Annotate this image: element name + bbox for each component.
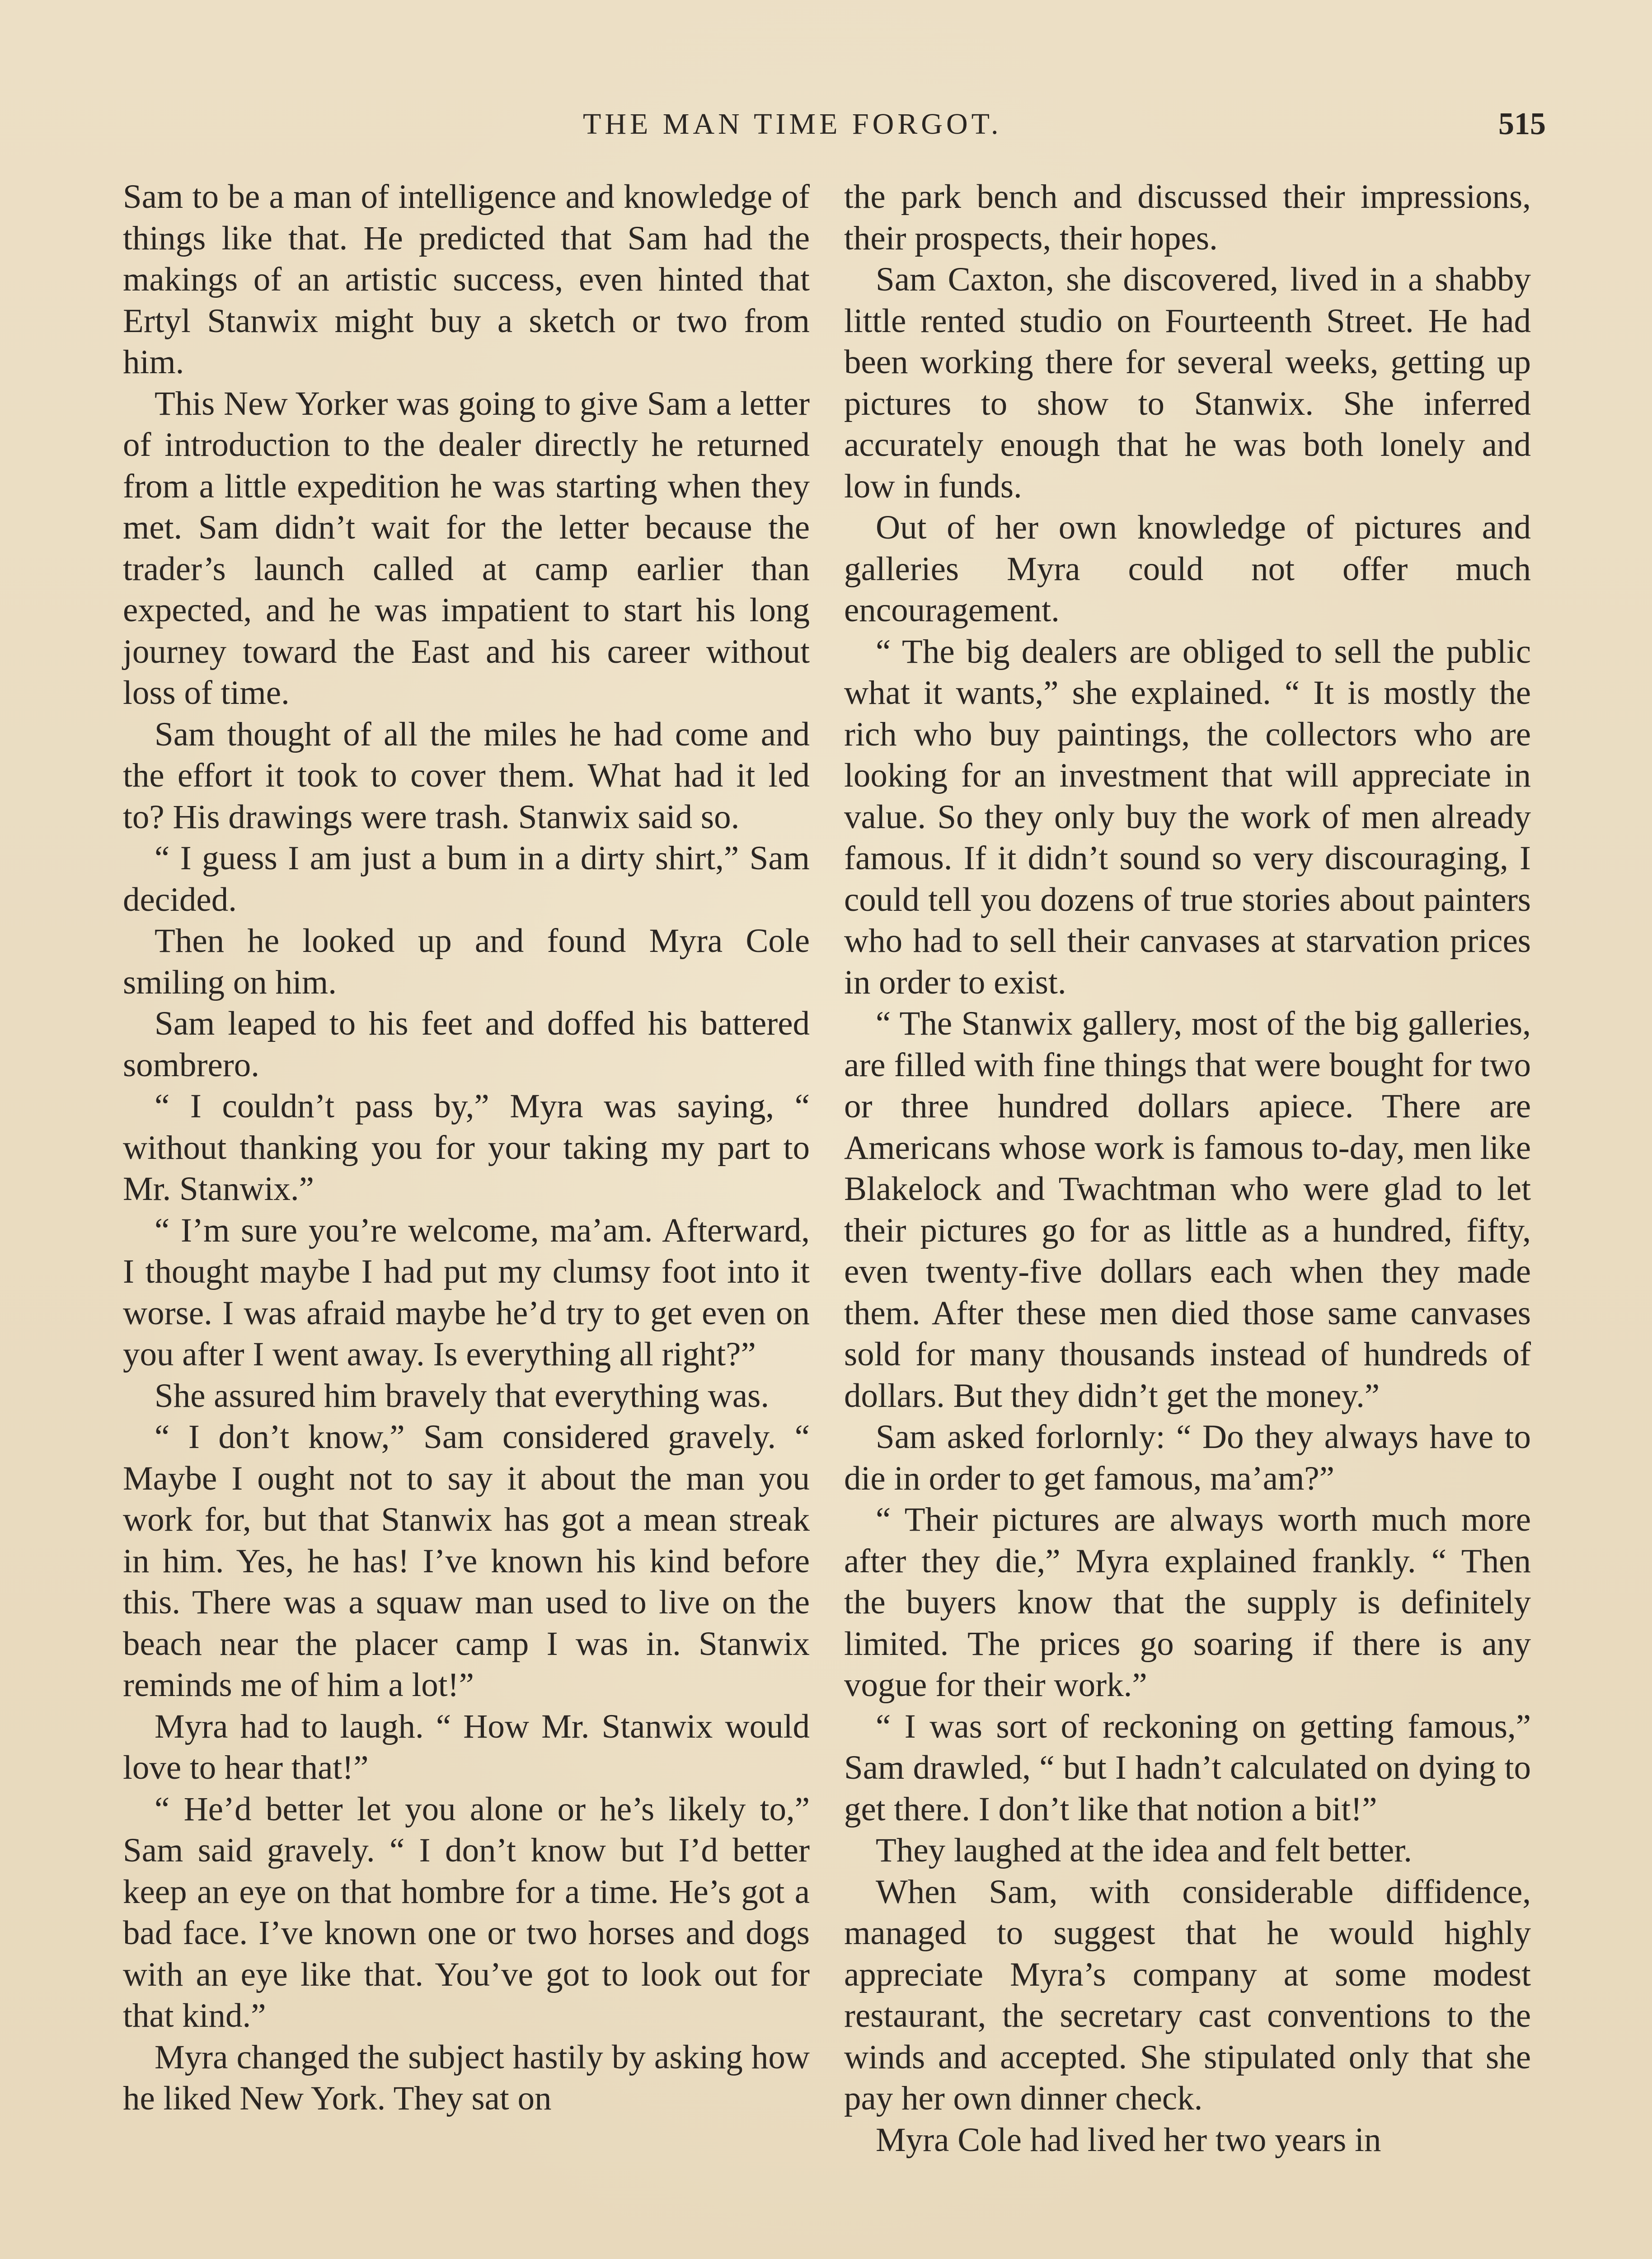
paragraph: Out of her own knowledge of pictures and galleries Myra could not offer much encouragement. [844,509,1531,629]
running-title: THE MAN TIME FORGOT. [583,108,1002,141]
paragraph: “ I was sort of reckoning on getting famous,” Sam drawled, “ but I hadn’t calculated on dying to get there. I don’t like that notion a bit!” [844,1707,1531,1828]
page-header [0,97,1652,151]
paragraph: “ Their pictures are always worth much more after they die,” Myra explained frankly. “ Then the buyers know that the supply is definitely limited. The prices go soaring if there is any vogue for their work.” [844,1501,1531,1704]
page-number: 515 [1498,107,1546,141]
text-column-right [844,176,1531,2161]
paragraph: They laughed at the idea and felt better. [876,1832,1412,1869]
paragraph: Myra had to laugh. “ How Mr. Stanwix would love to hear that!” [123,1707,810,1786]
paragraph: Myra changed the subject hastily by asking how he liked New York. They sat on [123,2038,810,2117]
paragraph: Sam asked forlornly: “ Do they always have to die in order to get famous, ma’am?” [844,1418,1531,1497]
paragraph: “ I don’t know,” Sam considered gravely. “ Maybe I ought not to say it about the man you work for, but that Stanwix has got a mean streak in him. Yes, he has! I’ve known his kind before this. There was a squaw man used to live on the beach near the placer camp I was in. Stanwix reminds me of him a lot!” [123,1418,810,1704]
paragraph: Sam Caxton, she discovered, lived in a shabby little rented studio on Fourteenth Street. He had been working there for several weeks, getting up pictures to show to Stanwix. She inferred accurately enough that he was both lonely and low in funds. [844,261,1531,505]
paragraph: Sam thought of all the miles he had come and the effort it took to cover them. What had it led to? His drawings were trash. Stanwix said so. [123,715,810,836]
text-column-left [123,176,810,2119]
paragraph: This New Yorker was going to give Sam a letter of introduction to the dealer directly he returned from a little expedition he was starting when they met. Sam didn’t wait for the letter because the trader’s launch called at camp earlier than expected, and he was impatient to start his long journey toward the East and his career without loss of time. [123,384,810,712]
paragraph: Then he looked up and found Myra Cole smiling on him. [123,922,810,1001]
paragraph: the park bench and discussed their impressions, their prospects, their hopes. [844,178,1531,257]
paragraph: Myra Cole had lived her two years in [876,2121,1381,2159]
paragraph: When Sam, with considerable diffidence, managed to suggest that he would highly appreciate Myra’s company at some modest restaurant, the secretary cast conventions to the winds and accepted. She stipulated only that she pay her own dinner check. [844,1873,1531,2117]
paragraph: “ I’m sure you’re welcome, ma’am. Afterward, I thought maybe I had put my clumsy foot into it worse. I was afraid maybe he’d try to get even on you after I went away. Is everything all right?” [123,1211,810,1373]
paragraph: Sam leaped to his feet and doffed his battered sombrero. [123,1005,810,1084]
paragraph: “ The Stanwix gallery, most of the big galleries, are filled with fine things that were bought for two or three hundred dollars apiece. There are Americans whose work is famous to-day, men like Blakelock and Twachtman who were glad to let their pictures go for as little as a hundred, fifty, even twenty-five dollars each when they made them. After these men died those same canvases sold for many thousands instead of hundreds of dollars. But they didn’t get the money.” [844,1005,1531,1415]
paragraph: “ He’d better let you alone or he’s likely to,” Sam said gravely. “ I don’t know but I’d better keep an eye on that hombre for a time. He’s got a bad face. I’ve known one or two horses and dogs with an eye like that. You’ve got to look out for that kind.” [123,1790,810,2034]
paragraph: “ I couldn’t pass by,” Myra was saying, “ without thanking you for your taking my part to Mr. Stanwix.” [123,1087,810,1208]
paragraph: Sam to be a man of intelligence and knowledge of things like that. He predicted that Sam had the makings of an artistic success, even hinted that Ertyl Stanwix might buy a sketch or two from him. [123,178,810,381]
paragraph: “ The big dealers are obliged to sell the public what it wants,” she explained. “ It is mostly the rich who buy paintings, the collectors who are looking for an investment that will appreciate in value. So they only buy the work of men already famous. If it didn’t sound so very discouraging, I could tell you dozens of true stories about painters who had to sell their canvases at starvation prices in order to exist. [844,633,1531,1001]
paragraph: “ I guess I am just a bum in a dirty shirt,” Sam decided. [123,839,810,919]
paragraph: She assured him bravely that everything was. [155,1377,770,1415]
